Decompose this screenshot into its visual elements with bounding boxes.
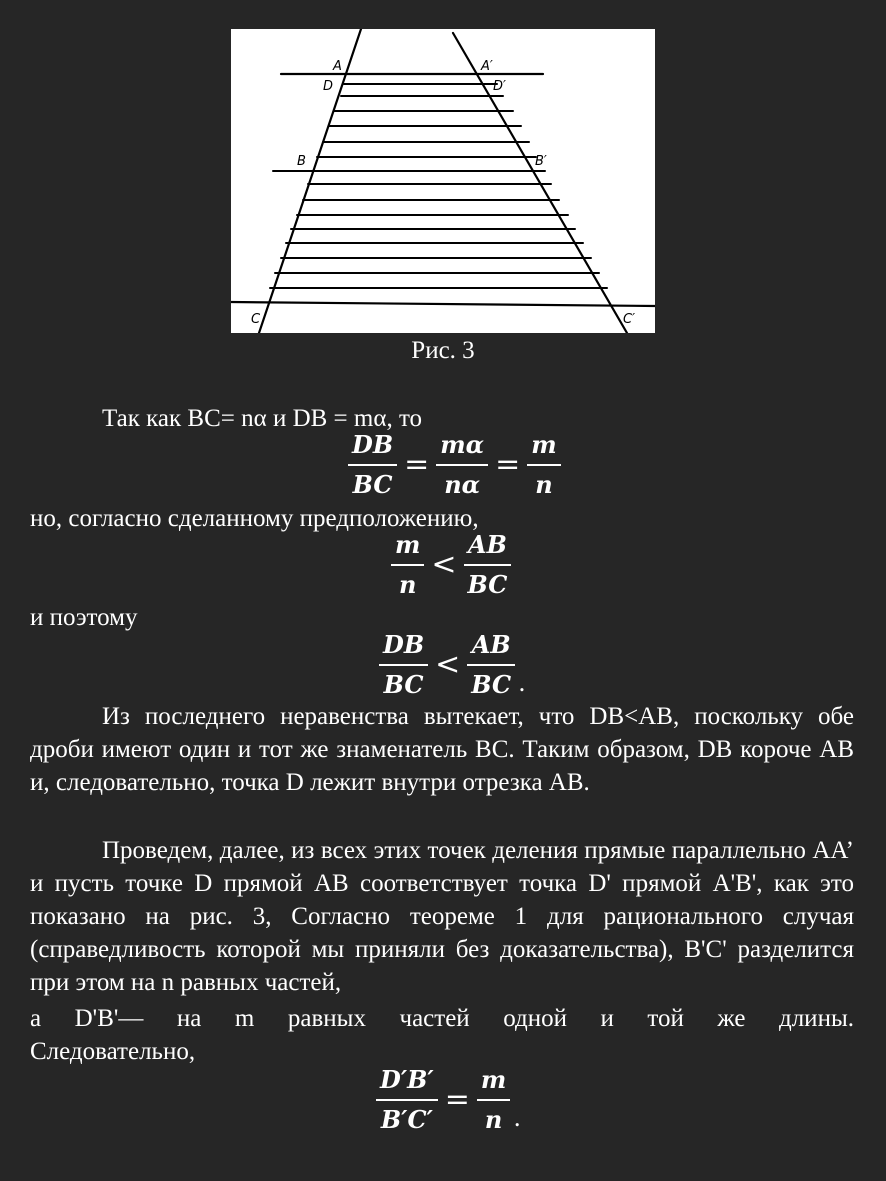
label-b-prime: B′ (535, 154, 547, 169)
formula-1: $\frac{DB}{BC}$ = $\frac{m\alpha}{n\alpha}$ = $\frac{m}{n}$ (345, 431, 564, 499)
paragraph-2: Проведем, далее, из всех этих точек деления прямые параллельно AA’ и пусть точке D прямой AB соответствует точка D' прямой A'B', как это показано на рис. 3, Согласно теореме 1 для рационального случая (справедливость которой мы приняли без доказательства), B'C' разделится при этом на n равных частей, (30, 837, 854, 996)
figure-caption: Рис. 3 (411, 337, 475, 364)
figure-3 (231, 29, 655, 333)
label-a: A (333, 59, 342, 74)
formula-4: $\frac{D'B'}{B'C'}$ = $\frac{m}{n}$ . (373, 1066, 521, 1134)
label-a-prime: A′ (481, 59, 493, 74)
formula-2: $\frac{m}{n}$ < $\frac{AB}{BC}$ (388, 531, 514, 599)
label-c: C (251, 312, 261, 327)
formula-3: $\frac{DB}{BC}$ < $\frac{AB}{BC}$ . (376, 631, 526, 699)
text-line-3: и поэтому (30, 604, 138, 631)
paragraph-1: Из последнего неравенства вытекает, что DB<AB, поскольку обе дроби имеют один и тот же знаменатель BC. Таким образом, DB короче AB и, следовательно, точка D лежит внутри отрезка AB. (30, 703, 854, 796)
figure-diagram (231, 29, 655, 333)
text-line-1: Так как BC= nα и DB = mα, то (102, 405, 423, 432)
label-d: D (323, 79, 334, 94)
paragraph-2-end: Следовательно, (30, 1038, 196, 1065)
paragraph-2-continued: а D'B'— на m равных частей одной и той же длины. (30, 1005, 854, 1032)
text-line-2: но, согласно сделанному предположению, (30, 505, 479, 532)
label-d-prime: D′ (493, 79, 506, 94)
label-c-prime: C′ (623, 312, 636, 327)
label-b: B (297, 154, 306, 169)
